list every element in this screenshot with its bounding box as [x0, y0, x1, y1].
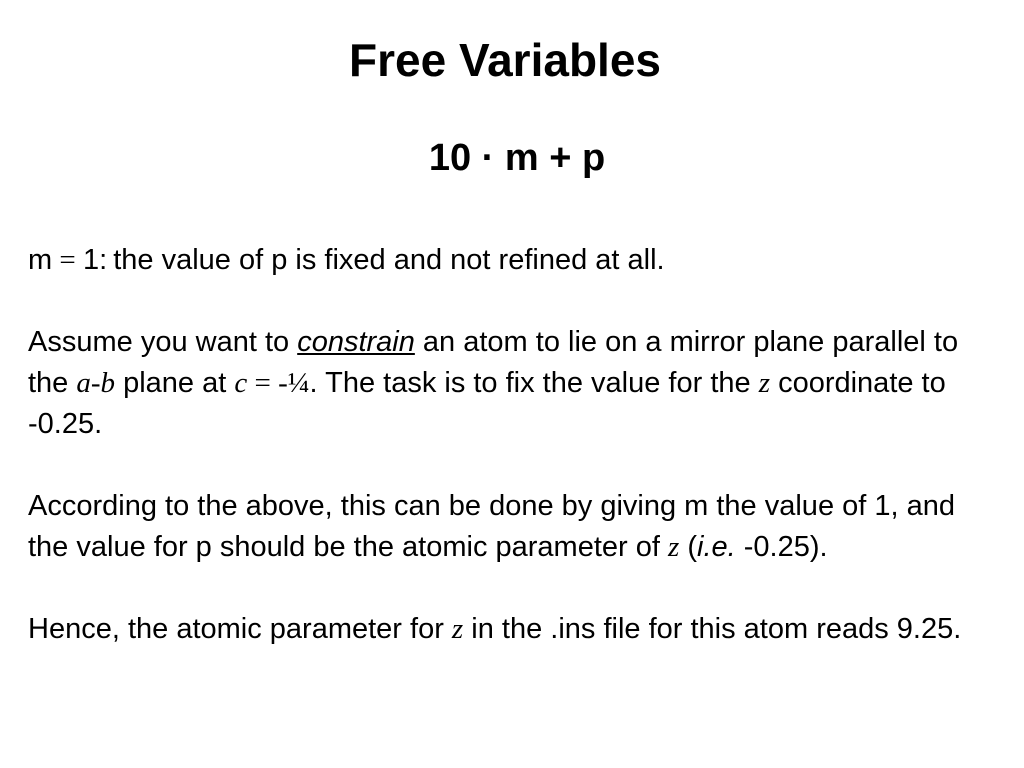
- text-segment: (: [679, 531, 697, 563]
- text-segment: coordinate to -0.25.: [28, 367, 946, 440]
- text-ie: i.e.: [697, 531, 736, 563]
- variable-c: c: [234, 367, 248, 399]
- text-segment: an atom to lie on a mirror plane parallel to the: [28, 326, 959, 399]
- text-segment: in the .ins file for this atom reads 9.25.: [463, 613, 962, 645]
- slide-title: Free Variables: [349, 34, 661, 86]
- text-segment: Assume you want to: [28, 326, 298, 358]
- text-equals: =: [52, 244, 84, 276]
- variable-z: z: [667, 531, 680, 563]
- text-m: m: [28, 244, 53, 276]
- text-one: 1:: [83, 244, 108, 276]
- text-fixed-description: the value of p is fixed and not refined at all.: [113, 244, 665, 276]
- text-segment: plane at: [115, 367, 235, 399]
- text-segment: -0.25).: [735, 531, 828, 563]
- text-segment: According to the above, this can be done by giving m the value of 1, and the value for p should be the atomic parameter of: [28, 490, 955, 563]
- variable-a-b: a-b: [76, 367, 116, 399]
- variable-z: z: [451, 613, 464, 645]
- paragraph-hence: [28, 609, 998, 650]
- text-segment: Hence, the atomic parameter for: [28, 613, 452, 645]
- slide-body: [28, 240, 998, 650]
- emphasis-constrain: constrain: [297, 326, 415, 358]
- text-equals-quarter: = -¼: [247, 367, 310, 399]
- variable-z: z: [758, 367, 771, 399]
- text-segment: . The task is to fix the value for the: [309, 367, 759, 399]
- formula-heading: 10 · m + p: [428, 137, 606, 179]
- paragraph-m-equals-1: [28, 240, 998, 281]
- paragraph-according: [28, 486, 998, 568]
- paragraph-constrain: [28, 322, 998, 445]
